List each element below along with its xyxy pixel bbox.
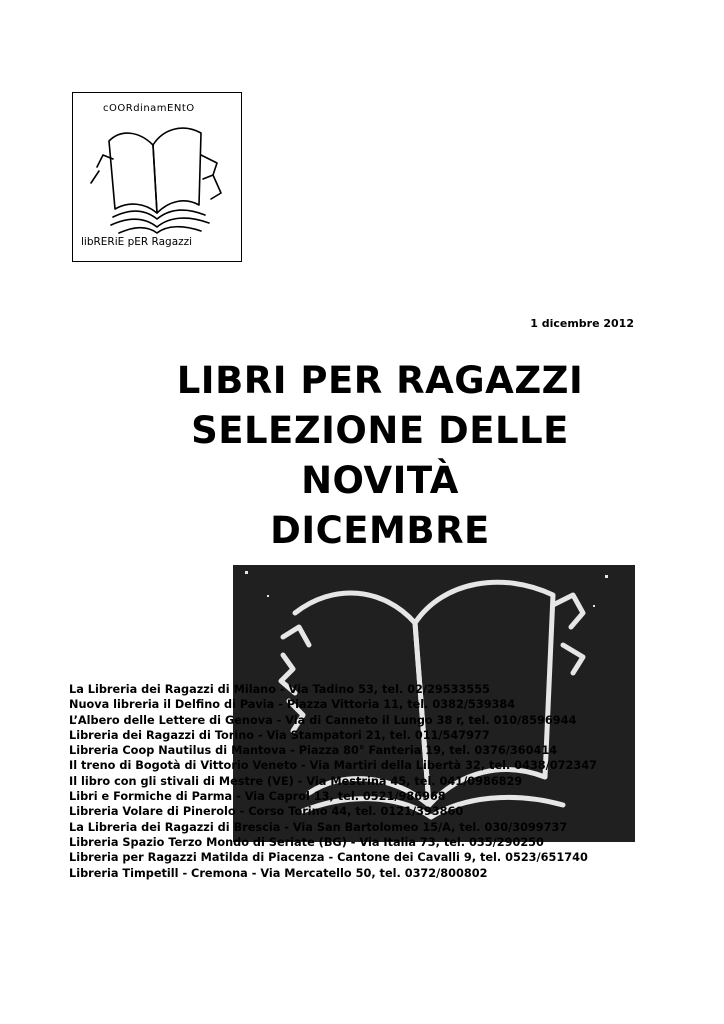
title-line: SELEZIONE DELLE [191,409,569,452]
title-line: NOVITÀ [301,459,459,502]
list-item: La Libreria dei Ragazzi di Brescia - Via San Bartolomeo 15/A, tel. 030/3099737 [69,820,568,834]
list-item: Il libro con gli stivali di Mestre (VE) - Via Mestrina 45, tel. 041/0986829 [69,774,523,788]
issue-date: 1 dicembre 2012 [530,317,634,330]
list-item: La Libreria dei Ragazzi di Milano - Via Tadino 53, tel. 02/29533555 [69,683,490,696]
page-title [110,356,650,556]
list-item: Libri e Formiche di Parma - Via Caprol 13, tel. 0521/986968 [69,790,446,804]
logo-bottom-text: libRERiE pER Ragazzi [81,236,193,248]
list-item: Nuova libreria il Delfino di Pavia - Piazza Vittoria 11, tel. 0382/539384 [69,698,516,712]
list-item: Libreria Coop Nautilus di Mantova - Piazza 80° Fanteria 19, tel. 0376/360414 [69,744,558,758]
coordinamento-logo [72,92,242,262]
list-item: Libreria Volare di Pinerolo - Corso Torino 44, tel. 0121/393860 [69,805,464,819]
list-item: Libreria Spazio Terzo Mondo di Seriate (BG) - Via Italia 73, tel. 035/290250 [69,835,544,849]
list-item: Libreria per Ragazzi Matilda di Piacenza - Cantone dei Cavalli 9, tel. 0523/651740 [69,851,588,865]
title-line: LIBRI PER RAGAZZI [176,359,584,402]
title-line: DICEMBRE [270,509,490,552]
list-item: L’Albero delle Lettere di Genova - Via di Canneto il Lungo 38 r, tel. 010/8596944 [69,713,577,727]
list-item: Libreria Timpetill - Cremona - Via Mercatello 50, tel. 0372/800802 [69,866,488,880]
logo-top-text: cOORdinamENtO [103,103,195,114]
list-item: Libreria dei Ragazzi di Torino - Via Stampatori 21, tel. 011/547977 [69,728,490,742]
list-item: Il treno di Bogotà di Vittorio Veneto - Via Martiri della Libertà 32, tel. 0438/072347 [69,759,597,773]
bookstore-list [69,682,709,881]
